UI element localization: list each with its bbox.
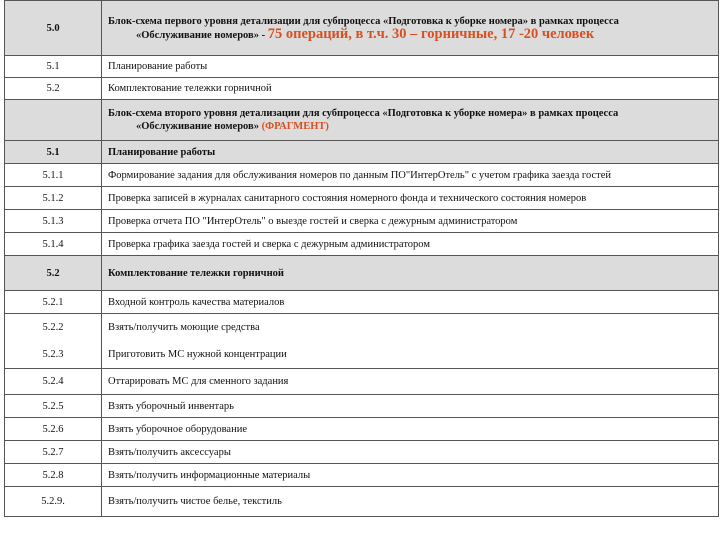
section-title: Комплектование тележки горничной: [102, 256, 719, 291]
section-row: [5, 256, 719, 291]
row-text: Входной контроль качества материалов: [102, 291, 719, 314]
header-line-1: Блок-схема первого уровня детализации для субпроцесса «Подготовка к уборке номера» в рамках процесса: [108, 15, 619, 27]
table-row: [5, 291, 719, 314]
row-number: 5.2.5: [5, 395, 102, 418]
row-number: 5.1.1: [5, 164, 102, 187]
table-row: [5, 56, 719, 78]
row-number: 5.2.9.: [5, 487, 102, 517]
second-header-line-2: [108, 120, 712, 133]
row-number: 5.2.8: [5, 464, 102, 487]
header-process-name: «Обслуживание номеров» -: [136, 29, 268, 41]
row-number: 5.2.7: [5, 441, 102, 464]
row-text: Приготовить МС нужной концентрации: [108, 349, 287, 360]
row-number: 5.2: [5, 78, 102, 100]
row-number: 5.1.2: [5, 187, 102, 210]
row-text: Оттарировать МС для сменного задания: [102, 369, 719, 395]
row-text: Проверка записей в журналах санитарного состояния номерного фонда и технического состояния номеров: [102, 187, 719, 210]
row-text: Взять/получить чистое белье, текстиль: [102, 487, 719, 517]
table-row: [5, 78, 719, 100]
section-row: [5, 141, 719, 164]
first-level-header-row: [5, 1, 719, 56]
header-number: 5.0: [5, 1, 102, 56]
process-table: [4, 0, 719, 517]
table-row: [5, 487, 719, 517]
row-text-pair: [102, 314, 719, 369]
row-text: Взять/получить информационные материалы: [102, 464, 719, 487]
row-number: 5.2.6: [5, 418, 102, 441]
table-row: [5, 233, 719, 256]
row-text: Взять/получить аксессуары: [102, 441, 719, 464]
row-number: 5.2.4: [5, 369, 102, 395]
table-row: [5, 441, 719, 464]
second-header-number: [5, 100, 102, 141]
row-number-pair: [5, 314, 102, 369]
header-description: [102, 1, 719, 56]
row-number: 5.2.2: [42, 322, 64, 333]
row-number: 5.2.3: [42, 349, 64, 360]
row-number: 5.1: [5, 56, 102, 78]
table-row: [5, 369, 719, 395]
row-text: Взять/получить моющие средства: [108, 322, 260, 333]
row-text: Проверка отчета ПО "ИнтерОтель" о выезде гостей и сверка с дежурным администратором: [102, 210, 719, 233]
section-number: 5.2: [5, 256, 102, 291]
table-row: [5, 464, 719, 487]
row-number: 5.2.1: [5, 291, 102, 314]
table-row-double: [5, 314, 719, 369]
header-line-2: [108, 25, 712, 42]
table-row: [5, 187, 719, 210]
row-text: Формирование задания для обслуживания номеров по данным ПО"ИнтерОтель" с учетом графика заезда гостей: [102, 164, 719, 187]
section-title: Планирование работы: [102, 141, 719, 164]
row-text: Взять уборочный инвентарь: [102, 395, 719, 418]
row-text: Проверка графика заезда гостей и сверка с дежурным администратором: [102, 233, 719, 256]
row-number: 5.1.3: [5, 210, 102, 233]
second-header-line-1: Блок-схема второго уровня детализации для субпроцесса «Подготовка к уборке номера» в рамках процесса: [108, 108, 619, 119]
table-row: [5, 210, 719, 233]
table-row: [5, 395, 719, 418]
operations-summary: 75 операций, в т.ч. 30 – горничные, 17 -20 человек: [267, 25, 595, 42]
table-row: [5, 418, 719, 441]
row-number: 5.1.4: [5, 233, 102, 256]
row-text: Взять уборочное оборудование: [102, 418, 719, 441]
second-level-header-row: [5, 100, 719, 141]
table-row: [5, 164, 719, 187]
row-text: Планирование работы: [102, 56, 719, 78]
fragment-label: (ФРАГМЕНТ): [261, 121, 329, 132]
second-header-description: [102, 100, 719, 141]
section-number: 5.1: [5, 141, 102, 164]
second-header-process-name: «Обслуживание номеров»: [136, 121, 262, 132]
row-text: Комплектование тележки горничной: [102, 78, 719, 100]
